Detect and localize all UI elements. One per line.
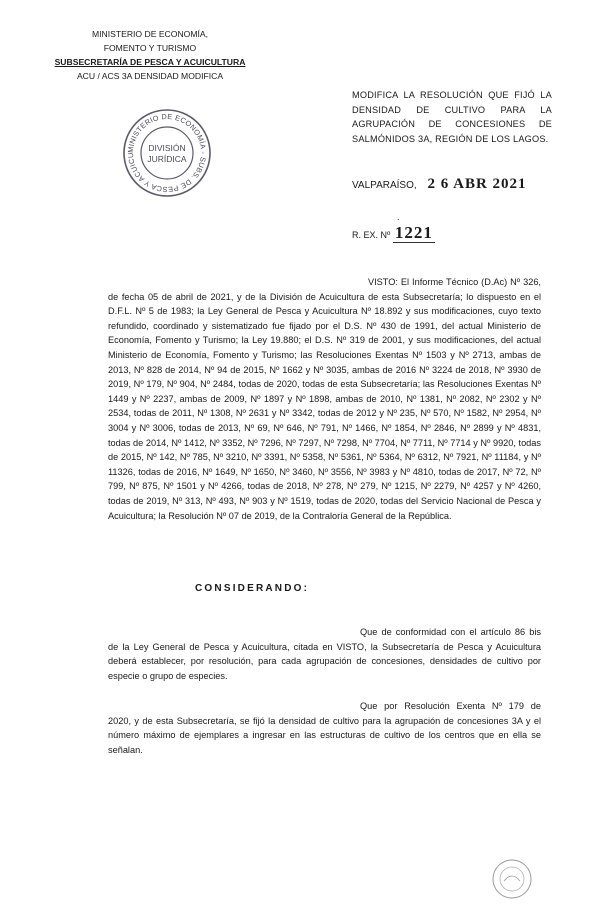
seal-graphic (490, 857, 534, 901)
undersecretariat-name: SUBSECRETARÍA DE PESCA Y ACUICULTURA (54, 57, 246, 67)
considerando-paragraph-1: Que de conformidad con el artículo 86 bis de la Ley General de Pesca y Acuicultura, citada en VISTO, la Subsecretaría de Pesca y Acuicultura deberá establecer, por resolución, para cada agrupación de concesiones, densidades de cultivo por especie o grupo de especies. (108, 627, 541, 681)
considerando-heading: CONSIDERANDO: (195, 583, 310, 594)
considerando-paragraph-2: Que por Resolución Exenta Nº 179 de 2020, y de esta Subsecretaría, se fijó la densidad de cultivo para la agrupación de concesiones 3A y el número máximo de ejemplares a ingresar en las estructuras de cultivo de los centros que en ella se señalan. (108, 701, 541, 755)
stamp-graphic (122, 108, 212, 198)
visto-paragraph: VISTO: El Informe Técnico (D.Ac) Nº 326, de fecha 05 de abril de 2021, y de la División de Acuicultura de esta Subsecretaría; lo dispuesto en el D.F.L. Nº 5 de 1983; la Ley General de Pesca y Acuicultura Nº 18.892 y sus modificaciones, cuyo texto refundido, coordinado y sistematizado fue fijado por el D.S. Nº 430 de 1991, del actual Ministerio de Economía, Fomento y Turismo; la Ley 19.880; el D.S. Nº 319 de 2001, y sus modificaciones, del actual Ministerio de Economía, Fomento y Turismo; las Resoluciones Exentas Nº 1503 y Nº 2713, ambas de 2013, Nº 828 de 2014, Nº 94 de 2015, Nº 1662 y Nº 3035, ambas de 2016 Nº 3224 de 2018, Nº 3930 de 2019, Nº 179, Nº 904, Nº 2484, todas de 2020, todas de esta Subsecretaría; las Resoluciones Exentas Nº 1449 y Nº 2237, ambas de 2009, Nº 1897 y Nº 1898, ambas de 2010, Nº 1381, Nº 2082, Nº 2302 y Nº 2534, todas de 2011, Nº 1308, Nº 2631 y Nº 3342, todas de 2012 y Nº 235, Nº 570, Nº 1582, Nº 2954, Nº 3004 y Nº 3006, todas de 2013, Nº 69, Nº 646, Nº 791, Nº 1466, Nº 1854, Nº 2846, Nº 2899 y Nº 4831, todas de 2014, Nº 1412, Nº 3352, Nº 7296, Nº 7297, Nº 7298, Nº 7704, Nº 7711, Nº 7714 y Nº 9920, todas de 2015, Nº 142, Nº 785, Nº 3210, Nº 3391, Nº 5358, Nº 5361, Nº 5364, Nº 6312, Nº 7921, Nº 11184, y Nº 11326, todas de 2016, Nº 1649, Nº 1650, Nº 3460, Nº 3556, Nº 3983 y Nº 4810, todas de 2017, Nº 72, Nº 799, Nº 875, Nº 1501 y Nº 4266, todas de 2018, Nº 278, Nº 279, Nº 1215, Nº 2279, Nº 4257 y Nº 4260, todas de 2019, Nº 313, Nº 493, Nº 903 y Nº 1519, todas de 2020, todas del Servicio Nacional de Pesca y Acuicultura; la Resolución Nº 07 de 2019, de la Contraloría General de la República. (108, 277, 541, 521)
division-juridica-stamp (122, 108, 212, 198)
resolution-label: R. EX. Nº (352, 230, 391, 240)
resolution-number: 1221 (394, 223, 433, 242)
resolution-number-line (352, 223, 435, 243)
resolution-subject: MODIFICA LA RESOLUCIÓN QUE FIJÓ LA DENSIDAD DE CULTIVO PARA LA AGRUPACIÓN DE CONCESIONES DE SALMÓNIDOS 3A, REGIÓN DE LOS LAGOS. (352, 90, 552, 144)
ministry-sector: FOMENTO Y TURISMO (103, 43, 197, 53)
stamp-center-line1: DIVISIÓN (148, 143, 186, 153)
ministry-name: MINISTERIO DE ECONOMÍA, (91, 29, 209, 39)
document-reference: ACU / ACS 3A DENSIDAD MODIFICA (76, 71, 224, 81)
stamp-center-line2: JURÍDICA (147, 154, 187, 164)
place-date-line (352, 176, 527, 193)
mark-dot: . (397, 212, 400, 222)
stamp-ring-text: MINISTERIO DE ECONOMÍA - SUBS. DE PESCA Y ACUICU (125, 111, 209, 195)
ministry-header (40, 27, 260, 83)
page-seal-mark (490, 857, 534, 901)
city: VALPARAÍSO, (352, 180, 417, 191)
date-stamp: 2 6 ABR 2021 (427, 176, 527, 192)
